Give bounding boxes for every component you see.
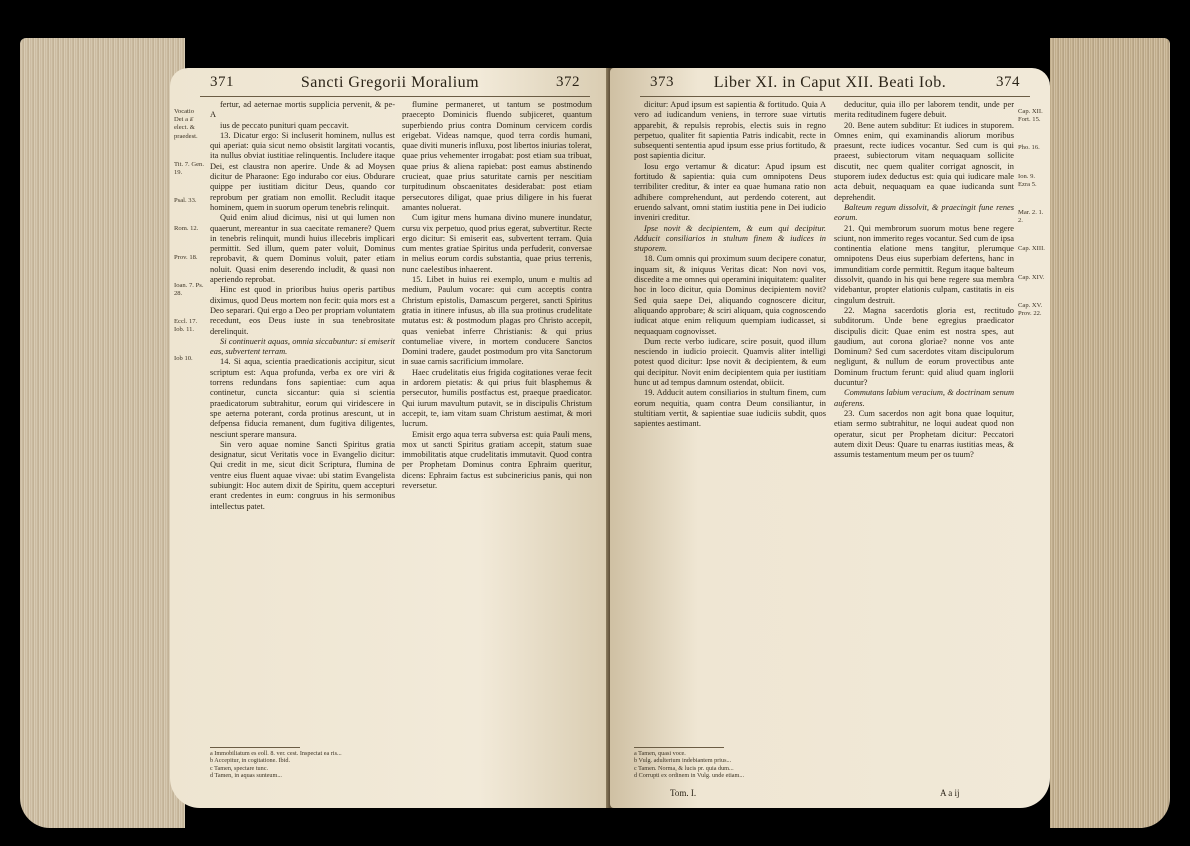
text-column-1 xyxy=(210,100,395,740)
margin-note: Tit. 7. Gen. 19. xyxy=(174,160,204,177)
paragraph: Iosu ergo vertamur & dicatur: Apud ipsum est fortitudo & sapientia: quia cum omnipotens Deus terribiliter creditur, & inter ea quae humana ratio non adhibere comprehendunt, aut perdendo coterent, aut eruendo salvant, omni statim iustitia pene in Dei iudicio inveniri creditur. xyxy=(634,161,826,223)
footnote: c Tamen. Norma, & lucis pr. quia dum... xyxy=(634,764,734,772)
paragraph: Cum igitur mens humana divino munere inundatur, cursu vix perpetuo, quod prius egerat, subvertitur. Recte ergo dicitur: Si emiserit eas, subvertent terram. Quia cum mentes gratiae Spiritus unda perfuderit, conversae in melius eorum cordis substantia, quae prius terrenis, nunc caelestibus inhaerent. xyxy=(402,213,592,274)
paragraph: Sin vero aquae nomine Sancti Spiritus gratia designatur, sicut Veritatis voce in Evangelio dicitur: Qui credit in me, sicut dicit Scriptura, flumina de ventre eius fluent aquae vivae: ubi statim Evangelista subiungit: Hoc autem dixit de Spiritu, quem accepturi erant credentes in eum: congruus in his sermonibus intellectus patet. xyxy=(210,439,395,511)
paragraph: 18. Cum omnis qui proximum suum decipere conatur, inquam sit, & iniquus Veritas dicat: Non novi vos, discedite a me omnes qui operamini iniquitatem: qualiter hoc in loco dicitur, quia Dominus decipientem novit? Sed quia saepe Dei, aliquando cognoscere dicitur, aliquando approbare; & sciri aliquam, quia cognoscendo iudicat atque enim reliquum quempiam iudicasset, si nequaquam cognovisset. xyxy=(634,254,826,336)
margin-note: Cap. XIII. xyxy=(1018,245,1045,253)
running-title: Liber XI. in Caput XII. Beati Iob. xyxy=(713,74,947,91)
margin-note: Psal. 33. xyxy=(174,197,197,205)
footnote: d Tamen, in aquas sunteum... xyxy=(210,772,282,780)
paragraph: ius de peccato punituri quam peccavit. xyxy=(220,120,349,130)
paragraph: Quid enim aliud dicimus, nisi ut qui lumen non quaerunt, mereantur in sua caecitate remanere? Quem in tenebris relinquit, mundi huius illecebris implicari permittit. Sed illum, quem pater voluit, Dominus reprobavit, & quem Dominus voluit, pater etiam noluit. Quasi enim deserendo includit, & quasi non aperiendo reprobat. xyxy=(210,213,395,285)
paragraph: 23. Cum sacerdos non agit bona quae loquitur, etiam sermo subtrahitur, ne loqui audeat quod non operatur, sicut per Prophetam dicitur: Peccatori autem dixit Deus: Quare tu enarras iustitias meas, & assumis testamentum meum per os tuum? xyxy=(834,408,1014,460)
right-page xyxy=(610,68,1050,808)
paragraph: dicitur: Apud ipsum est sapientia & fortitudo. Quia A vero ad iudicandum veniens, in terrore suae virtutis apparebit, & repulsis reprobis, electis suis in regno perpetuo, qualiter fit sapientia Patris indicabit, recte in subsequenti sententia apud ipsum esse prius fortitudo, & post sapientia dicitur. xyxy=(634,100,826,161)
paragraph: 19. Adducit autem consiliarios in stultum finem, cum eorum nequitia, quam contra Deum consiliantur, in stultitiam vertit, & sapientiae suae iudiciis subdit, quos sapientes aestimant. xyxy=(634,388,826,429)
right-footnotes xyxy=(634,747,1014,780)
right-page-header xyxy=(610,74,1050,96)
paragraph: Hinc est quod in prioribus huius operis partibus diximus, quod Deus mortem non fecit: quia mors est a Deo separari. Qui ergo a Deo per propriam voluntatem recedunt, eos Deus iuste in sua tenebrositate derelinquit. xyxy=(210,285,395,336)
footnote: b Accepitur, in cogitatione. Ibid. xyxy=(210,757,290,765)
scripture-verse: Balteum regum dissolvit, & praecingit fune renes eorum. xyxy=(834,202,1014,223)
margin-note: Iob 10. xyxy=(174,354,193,362)
text-column-1 xyxy=(634,100,826,740)
page-number: 372 xyxy=(556,74,580,90)
right-margin-notes xyxy=(1018,108,1048,338)
paragraph: flumine permaneret, ut tantum se postmodum praecepto Dominicis fluendo subjiceret, quantum superbiendo prius contra Dominum cervicem cordis erigebat. Videas namque, quod terra cordis humani, quae diviti muneris influxu, post libertos iniurias tolerat, quae prius vehementer irrogabat: post etiam sua tribuat, quae prius & aliena rapiebat: post eamus abstinendo crucieat, quae prius saturitate carnis per nescitiam turpitudinum obscaenitates desiderabat: post etiam persecutores diligat, quae prius diligere in his fuerat amantes noluerat. xyxy=(402,100,592,212)
left-margin-notes xyxy=(174,108,206,383)
page-number: 371 xyxy=(210,74,234,90)
page-number: 374 xyxy=(996,74,1020,90)
left-page-header xyxy=(170,74,610,96)
running-title: Sancti Gregorii Moralium xyxy=(300,74,480,91)
footnote: b Vulg. adulterium indebiantem prius... xyxy=(634,757,732,765)
right-fore-edge xyxy=(1050,38,1170,828)
printer-signature-mark: A a ij xyxy=(940,788,960,798)
margin-note: Vocatio Dei a ā̄ elect. & praedest. xyxy=(174,108,198,140)
header-rule xyxy=(200,96,590,97)
scripture-verse: Commutans labium veracium, & doctrinam senum auferens. xyxy=(834,388,1014,408)
text-column-2 xyxy=(402,100,592,740)
margin-note: Pho. 16. xyxy=(1018,144,1040,152)
open-book xyxy=(20,8,1170,846)
footnote-rule xyxy=(210,747,300,748)
footnote-rule xyxy=(634,747,724,748)
paragraph: 21. Qui membrorum suorum motus bene regere sciunt, non immerito reges vocantur. Sed cum de ipsa continentia elatione mens tangitur, plerumque omnipotens Deus eius superbiam defertens, hanc in immunditiam corde permittit. Regum itaque balteum dissolvit, quando in his qui bene regere sua membra videbantur, propter elationis culpam, castitatis in eis cingulum destruit. xyxy=(834,223,1014,305)
volume-signature: Tom. I. xyxy=(670,788,697,798)
paragraph: Emisit ergo aqua terra subversa est: quia Pauli mens, mox ut sancti Spiritus gratiam accepit, statum suae immobilitatis atque crudelitatis immutavit. Quod contra per Prophetam Dominus contra Ephraim queritur, dicens: Ephraim factus est subcinericius panis, qui non reversetur. xyxy=(402,429,592,490)
footnote: a Tamen, quasi voce. xyxy=(634,749,686,757)
footnote: a Immobiliatum es eoll. 8. ver. cest. Inspectat ea ris... xyxy=(210,749,342,757)
scripture-verse: Si continuerit aquas, omnia siccabuntur: si emiserit eas, subvertent terram. xyxy=(210,336,395,357)
footnote: c Tamen, spectare tunc. xyxy=(210,764,269,772)
paragraph: 13. Dicatur ergo: Si incluserit hominem, nullus est qui aperiat: quia sicut nemo obsistit largitati vocantis, ita nullus obviat iustitiae relinquentis. Includere itaque Dei, est claustra non aperire. Unde & ad Moysen dicitur de Pharaone: Ego indurabo cor eius. Obdurare quippe per iustitiam dicitur Deus, quando cor reprobum per gratiam non emollit. Recludit itaque hominem, quem in suorum operum tenebris relinquit. xyxy=(210,130,395,212)
margin-note: Cap. XIV. xyxy=(1018,273,1045,281)
page-number: 373 xyxy=(650,74,674,90)
paragraph: Haec crudelitatis eius frigida cogitationes verae fecit in ardorem pietatis: & qui prius fuit blasphemus & persecutor, humilis postfactus est, praeque praedicator. Qui iurum mavultum putavit, se in discipulis Christum accepit, te, iam vitam suam Christum aestimat, & mori lucrum. xyxy=(402,367,592,429)
margin-note: Rom. 12. xyxy=(174,225,199,233)
paragraph: fertur, ad aeternae mortis supplicia pervenit, & pe- A xyxy=(210,100,395,120)
scripture-verse: Ipse novit & decipientem, & eum qui decipitur. Adducit consiliarios in stultum finem & iudices in stuporem. xyxy=(634,223,826,254)
text-column-2 xyxy=(834,100,1014,740)
footnote: d Corrupti ex ordinem in Vulg. unde etiam... xyxy=(634,772,745,780)
margin-note: Mar. 2. 1. 2. xyxy=(1018,209,1044,225)
margin-note: Ioan. 7. Ps. 28. xyxy=(174,281,204,298)
paragraph: 22. Magna sacerdotis gloria est, rectitudo subditorum. Unde bene egregius praedicator discipulis dicit: Quae enim est nostra spes, aut gaudium, aut corona gloriae? nonne vos ante Dominum? Sed cum sacerdotes vitam discipulorum negligunt, & nullum de eorum provectibus ante Dominum fructum ferunt: quid aliud quam inglorii ducuntur? xyxy=(834,305,1014,388)
header-rule xyxy=(640,96,1030,97)
paragraph: 14. Si aqua, scientia praedicationis accipitur, sicut scriptum est: Aqua profunda, verba ex ore viri & torrens redundans fons sapientiae: cum aqua continetur, cuncta siccantur: quia si scientia praedicatorum subtrahitur, eorum qui viridescere in spe aeterna poterant, corda protinus arescunt, ut in defpensa fiducia remanent, dum fugitiva diligentes, nesciunt sperare mansura. xyxy=(210,357,395,439)
paragraph: deducitur, quia illo per laborem tendit, unde per merita reditudinem fugere debuit. xyxy=(834,100,1014,120)
margin-note: Eccl. 17. Iob. 11. xyxy=(174,318,198,334)
paragraph: 15. Libet in huius rei exemplo, unum e multis ad medium, Paulum vocare: qui cum acceptis contra Christum epistolis, Damascum pergeret, sancti Spiritus gratia in itinere infusus, ab illa sua protinus crudelitate mutatus est: & postmodum plagas pro Christo accepit, quas veniebat inferre Christianis: & qui prius contumeliae vivere, in mortem conducere Sanctos Domini tradere, gaudet postmodum pro vita Sanctorum in suae carnis sacrificium immolare. xyxy=(402,275,592,367)
margin-note: Cap. XII. Fort. 15. xyxy=(1018,108,1043,124)
left-page xyxy=(170,68,610,808)
paragraph: 20. Bene autem subditur: Et iudices in stuporem. Omnes enim, qui examinandis aliorum moribus praesunt, recte iudices vocantur. Sed cum is qui praeest, subiectorum vitam nequaquam sollicite discutit, nec quem qualiter corrigat agnoscit, in stuporem iudex deductus est: quia qui iudicare male acta debuit, nequaquam ea quae iudicanda sunt deprehendit. xyxy=(834,120,1014,202)
left-fore-edge xyxy=(20,38,185,828)
margin-note: Cap. XV. Prov. 22. xyxy=(1018,301,1043,318)
margin-note: Prov. 18. xyxy=(174,253,198,261)
paragraph: Dum recte verbo iudicare, scire posuit, quod illum nesciendo in iudicio proiecit. Quamvis aliter intelligi potest quod dicitur: Ipse novit & decipientem, & eum qui decipitur. Novit enim decipientem quia per iustitiam hunc ut ad tempus damnum ostendat, obiicit. xyxy=(634,336,826,388)
left-footnotes xyxy=(210,747,590,780)
margin-note: Ion. 9. Ezra 5. xyxy=(1018,172,1037,188)
